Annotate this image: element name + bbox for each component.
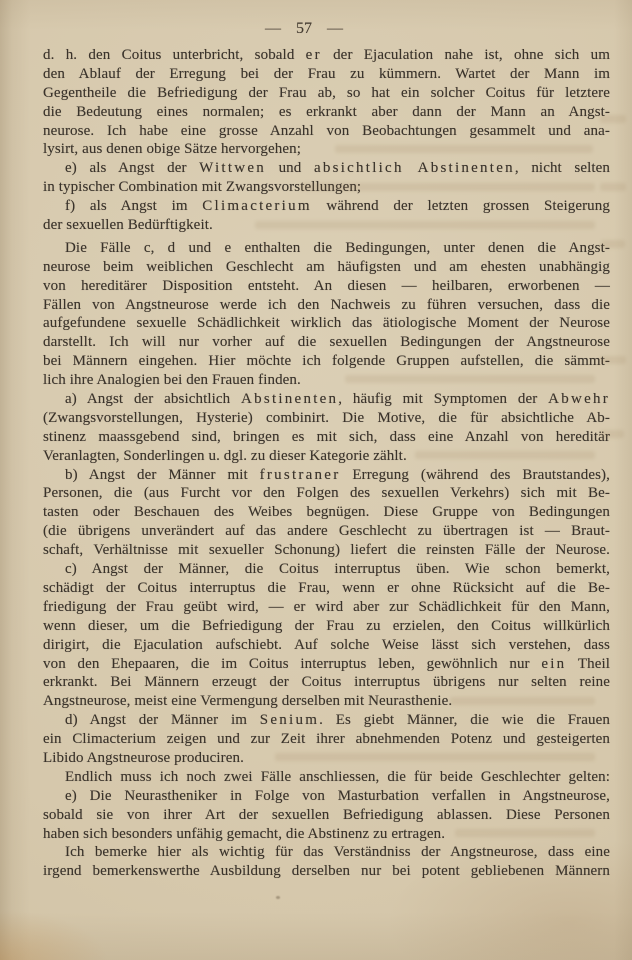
emphasized-text: absichtlich Abstinenten <box>313 160 515 177</box>
text-segment: Theil <box>566 655 610 672</box>
page-header <box>0 20 620 38</box>
text-segment: Veranlagten, Sonderlingen u. dgl. zu dieser Kategorie zählt. <box>43 447 407 464</box>
text-segment: stinenz maassgebend sind, bringen es mit sich, dass eine Anzahl von hereditär <box>43 428 610 445</box>
text-segment: haben sich besonders unfähig gemacht, die Abstinenz zu ertragen. <box>43 825 446 842</box>
text-line <box>43 560 610 579</box>
text-line <box>43 768 610 787</box>
text-line <box>43 409 610 428</box>
text-segment: sobald sie von ihrer Art der sexuellen Befriedigung ablassen. Diese Personen <box>43 806 610 823</box>
text-segment: b) Angst der Männer mit <box>65 466 260 483</box>
bleedthrough-mark <box>455 829 595 837</box>
bleedthrough-mark <box>275 753 595 761</box>
text-segment: Erregung (während des Brautstandes), <box>340 466 610 483</box>
text-line <box>43 277 610 296</box>
text-segment: Fällen von Angstneurose werde ich den Nachweis zu führen versuchen, dass die <box>43 296 610 313</box>
text-segment: (Zwangsvorstellungen, Hysterie) combinirt. Die Motive, die für absichtliche Ab- <box>43 409 610 426</box>
text-segment: lysirt, aus denen obige Sätze hervorgehen; <box>43 141 302 158</box>
text-segment: tasten oder Beschauen des Weibes begnügen. Diese Gruppe von Bedingungen <box>43 504 610 521</box>
text-line <box>43 122 610 141</box>
text-line <box>43 84 610 103</box>
text-segment: , häufig mit Symptomen der <box>338 391 549 408</box>
emphasized-text: frustraner <box>259 466 341 483</box>
text-line <box>43 711 610 730</box>
text-segment: erkrankt. Bei Männern erzeugt der Coitus interruptus übrigens nur selten reine <box>43 674 610 691</box>
text-segment: e) Die Neurastheniker in Folge von Masturbation verfallen in Angstneurose, <box>65 787 610 804</box>
text-segment: Endlich muss ich noch zwei Fälle anschliessen, die für beide Geschlechter gelten: <box>65 768 610 785</box>
text-line <box>43 503 610 522</box>
text-line <box>43 390 610 409</box>
text-segment: e) als Angst der <box>65 160 200 177</box>
bleedthrough-mark <box>600 183 626 191</box>
text-line <box>43 65 610 84</box>
text-segment: der Ejaculation nahe ist, ohne sich um <box>321 47 610 63</box>
emphasized-text: Wittwen <box>199 160 266 177</box>
text-segment: d. h. den Coitus unterbricht, sobald <box>43 47 306 63</box>
text-segment: a) Angst der absichtlich <box>65 391 242 408</box>
text-line <box>43 333 610 352</box>
text-line <box>43 806 610 825</box>
text-segment: c) Angst der Männer, die Coitus interruptus üben. Wie schon bemerkt, <box>65 561 610 578</box>
text-segment: aufgefundene sexuelle Schädlichkeit wirklich das ätiologische Moment der Neurose <box>43 315 610 332</box>
emphasized-text: ein <box>541 655 567 672</box>
text-line <box>43 258 610 277</box>
text-segment: ein Climacterium zeigen und zur Zeit ihrer abnehmenden Potenz und gesteigerten <box>43 731 610 748</box>
text-segment: wenn dieser, um die Befriedigung der Frau zu erzielen, den Coitus willkürlich <box>43 617 610 634</box>
text-line <box>43 636 610 655</box>
text-line <box>43 522 610 541</box>
bleedthrough-mark <box>415 451 595 459</box>
paper-speck <box>276 896 280 899</box>
bleedthrough-mark <box>335 145 593 153</box>
emphasized-text: Senium <box>259 712 320 729</box>
emphasized-text: Abstinenten <box>241 391 339 408</box>
text-line <box>43 862 610 881</box>
text-segment: und <box>265 160 314 177</box>
text-segment: Libido Angstneurose produciren. <box>43 749 244 766</box>
text-segment: von hereditärer Disposition entsteht. An diesen — heilbaren, erworbenen — <box>43 277 610 294</box>
text-segment: friedigung der Frau geübt wird, — er wird aber zur Schädlichkeit für den Mann, <box>43 598 610 615</box>
text-line <box>43 428 610 447</box>
text-line <box>43 541 610 560</box>
text-line <box>43 673 610 692</box>
text-segment: den Ablauf der Erregung bei der Frau zu kümmern. Wartet der Mann im <box>43 65 610 82</box>
bleedthrough-mark <box>600 115 626 123</box>
text-segment: während der letzten grossen Steigerung <box>311 198 610 215</box>
page-number: 57 <box>296 20 312 37</box>
text-segment: . Es giebt Männer, die wie die Frauen <box>319 712 610 729</box>
text-segment: irgend bemerkenswerthe Ausbildung derselben nur bei potent gebliebenen Männern <box>43 863 610 880</box>
text-line <box>43 197 610 216</box>
text-line <box>43 46 610 65</box>
bleedthrough-mark <box>601 240 625 248</box>
text-line <box>43 484 610 503</box>
bleedthrough-mark <box>300 183 595 191</box>
bleedthrough-mark <box>600 356 626 364</box>
text-line <box>43 239 610 258</box>
text-line <box>43 655 610 674</box>
text-segment: darstellt. Ich will nur vorher auf die sexuellen Bedingungen der Angstneurose <box>43 334 610 351</box>
header-dash-left: — <box>265 20 281 37</box>
text-segment: von den Ehepaaren, die im Coitus interruptus leben, gewöhnlich nur <box>43 655 542 672</box>
text-line <box>43 730 610 749</box>
text-line <box>43 787 610 806</box>
text-line <box>43 159 610 178</box>
header-dash-right: — <box>327 20 343 37</box>
text-segment: Personen, die (aus Furcht vor den Folgen des sexuellen Verkehrs) sich mit Be- <box>43 485 610 502</box>
text-segment: Ich bemerke hier als wichtig für das Verständniss der Angstneurose, dass eine <box>65 844 610 861</box>
text-segment: dirigirt, die Ejaculation aufschiebt. Auf solche Weise lässt sich verstehen, dass <box>43 636 610 653</box>
text-segment: (die übrigens unverändert auf das andere Geschlecht zu übertragen ist — Braut- <box>43 523 610 540</box>
emphasized-text: Abwehr <box>548 391 610 408</box>
text-segment: d) Angst der Männer im <box>65 712 260 729</box>
text-line <box>43 466 610 485</box>
text-segment: lich ihre Analogien bei den Frauen finden. <box>43 372 301 389</box>
text-line <box>43 352 610 371</box>
text-line <box>43 617 610 636</box>
text-segment: f) als Angst im <box>65 198 203 215</box>
text-segment: Angstneurose, meist eine Vermengung derselben mit Neurasthenie. <box>43 693 453 710</box>
text-segment: schädigt der Coitus interruptus die Frau, wenn er ohne Rücksicht auf die Be- <box>43 579 610 596</box>
text-segment: schaft, Verhältnisse mit sexueller Schonung) liefert die reinsten Fälle der Neurose. <box>43 542 610 559</box>
emphasized-text: Climacterium <box>202 198 312 215</box>
text-line <box>43 296 610 315</box>
text-line <box>43 579 610 598</box>
text-segment: die Bedeutung eines normalen; es erkrankt aber dann der Mann an Angst- <box>43 103 610 120</box>
emphasized-text: er <box>305 47 322 63</box>
text-line <box>43 598 610 617</box>
text-segment: in typischer Combination mit Zwangsvorstellungen; <box>43 179 362 196</box>
text-line <box>43 843 610 862</box>
text-segment: neurose beim weiblichen Geschlecht am häufigsten und am ehesten unabhängig <box>43 258 610 275</box>
text-line <box>43 103 610 122</box>
bleedthrough-mark <box>255 221 595 229</box>
text-segment: Die Fälle c, d und e enthalten die Bedingungen, unter denen die Angst- <box>65 239 610 256</box>
bleedthrough-mark <box>450 697 595 705</box>
bleedthrough-mark <box>345 375 595 383</box>
text-segment: Gegentheile die Befriedigung der Frau ab, so hat ein solcher Coitus für letztere <box>43 84 610 101</box>
text-line <box>43 314 610 333</box>
text-segment: neurose. Ich habe eine grosse Anzahl von Beobachtungen gesammelt und ana- <box>43 122 610 139</box>
text-segment: der sexuellen Bedürftigkeit. <box>43 217 213 234</box>
text-segment: bei Männern eingehen. Hier möchte ich folgende Gruppen aufstellen, die sämmt- <box>43 353 610 370</box>
bleedthrough-mark <box>600 430 624 438</box>
text-segment: , nicht selten <box>514 160 610 177</box>
